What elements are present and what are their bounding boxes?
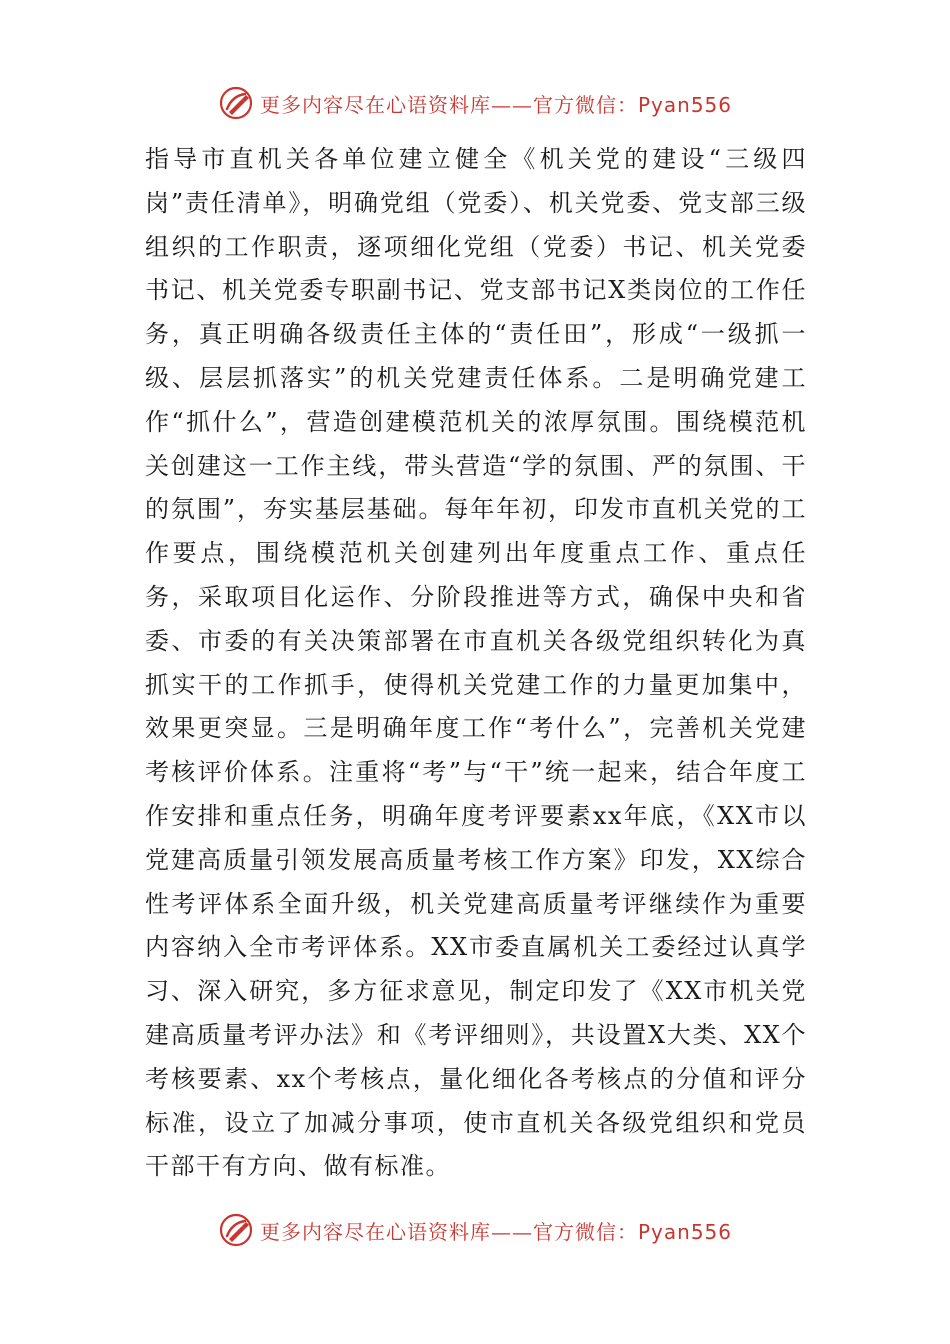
watermark-text: 更多内容尽在心语资料库——官方微信：Pyan556 — [259, 92, 732, 117]
pen-signature-logo-icon — [218, 85, 254, 121]
footer-watermark-banner — [0, 1210, 950, 1250]
pen-signature-logo-icon — [218, 1212, 254, 1248]
body-paragraph: 指导市直机关各单位建立健全《机关党的建设“三级四岗”责任清单》，明确党组（党委）、机关党委、党支部三级组织的工作职责，逐项细化党组（党委）书记、机关党委书记、机关党委专职副书记、党支部书记X类岗位的工作任务，真正明确各级责任主体的“责任田”，形成“一级抓一级、层层抓落实”的机关党建责任体系。二是明确党建工作“抓什么”，营造创建模范机关的浓厚氛围。围绕模范机关创建这一工作主线，带头营造“学的氛围、严的氛围、干的氛围”，夯实基层基础。每年年初，印发市直机关党的工作要点，围绕模范机关创建列出年度重点工作、重点任务，采取项目化运作、分阶段推进等方式，确保中央和省委、市委的有关决策部署在市直机关各级党组织转化为真抓实干的工作抓手，使得机关党建工作的力量更加集中，效果更突显。三是明确年度工作“考什么”，完善机关党建考核评价体系。注重将“考”与“干”统一起来，结合年度工作安排和重点任务，明确年度考评要素xx年底，《XX市以党建高质量引领发展高质量考核工作方案》印发，XX综合性考评体系全面升级，机关党建高质量考评继续作为重要内容纳入全市考评体系。XX市委直属机关工委经过认真学习、深入研究，多方征求意见，制定印发了《XX市机关党建高质量考评办法》和《考评细则》，共设置X大类、XX个考核要素、xx个考核点，量化细化各考核点的分值和评分标准，设立了加减分事项，使市直机关各级党组织和党员干部干有方向、做有标准。 — [145, 145, 807, 1181]
header-watermark-banner — [0, 83, 950, 123]
watermark-text: 更多内容尽在心语资料库——官方微信：Pyan556 — [259, 1219, 732, 1244]
